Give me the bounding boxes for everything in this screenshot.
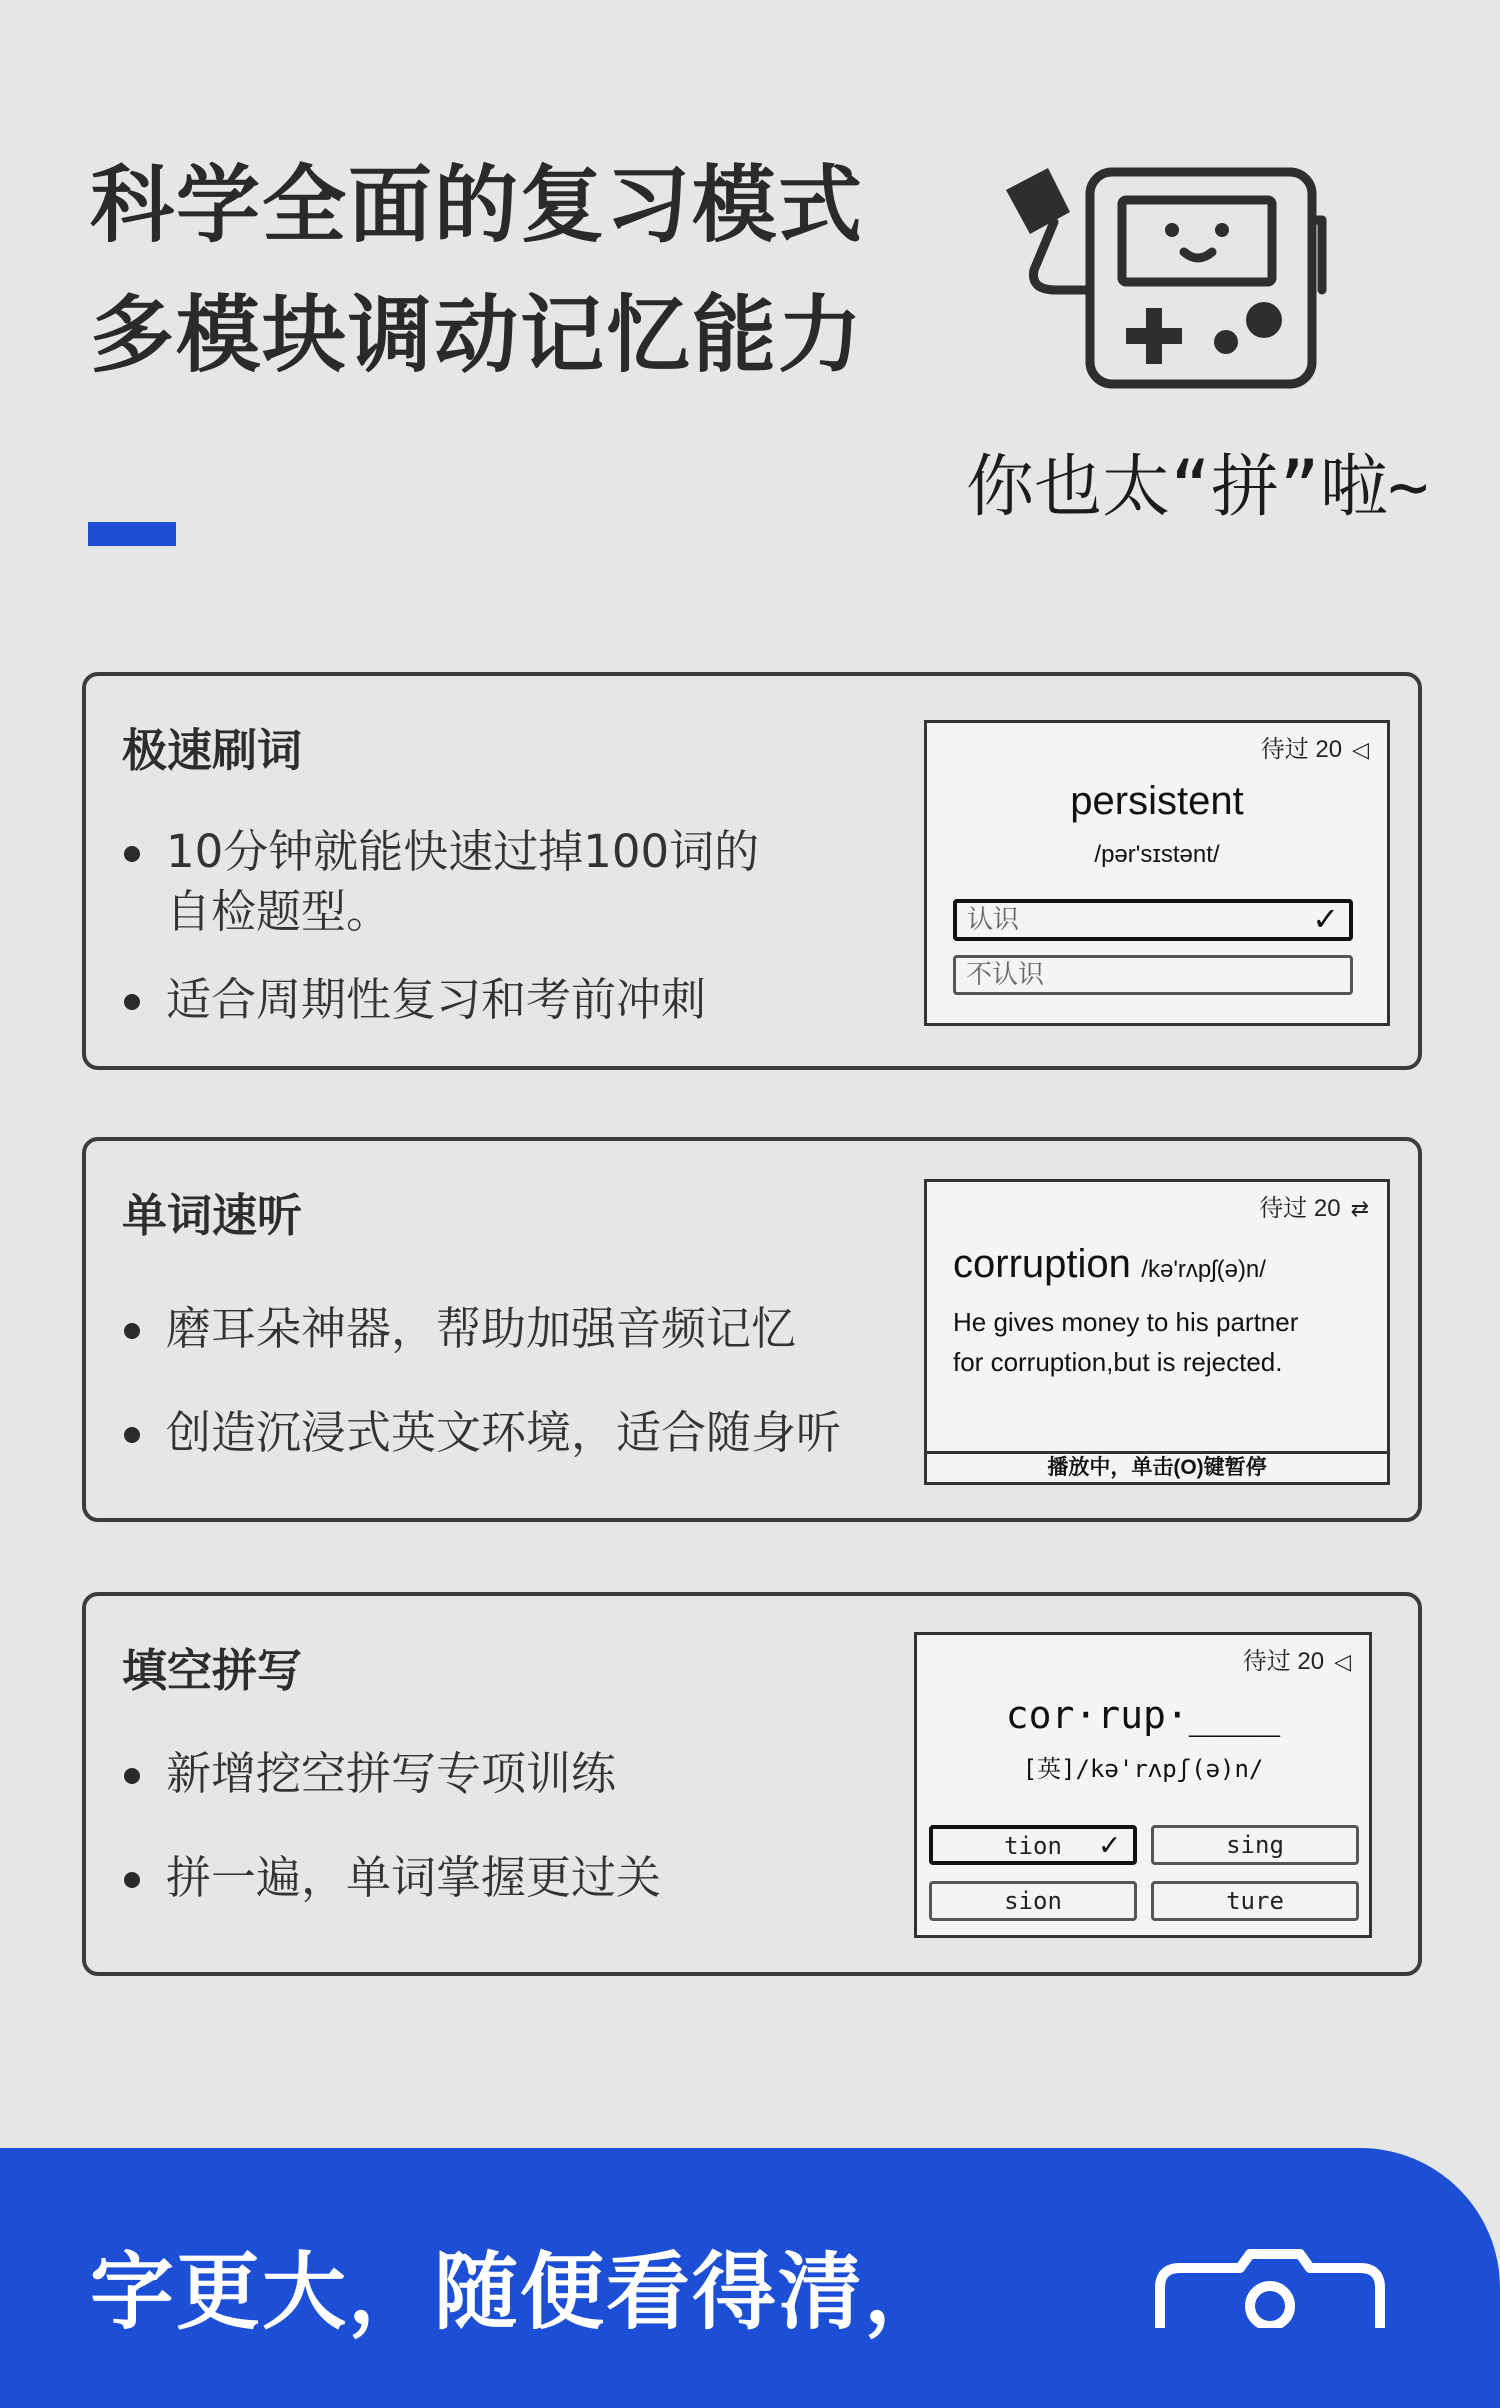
word-text: persistent [1070,779,1244,823]
card-fill-spelling [82,1592,1422,1976]
bullet-text: 新增挖空拼写专项训练 [166,1747,617,1800]
bullet-item [122,1848,862,1908]
bullet-text: 创造沉浸式英文环境，适合随身听 [166,1406,842,1459]
bullet-item [122,1744,862,1804]
page-headline [90,140,864,400]
pending-count: 待过 20 [1260,736,1343,763]
choice-ture[interactable] [1151,1881,1359,1921]
device-screen [924,1179,1390,1485]
check-icon: ✓ [1099,1825,1119,1863]
choice-label: tion [1004,1832,1062,1860]
option-label: 不认识 [966,959,1045,989]
choice-label: sion [1004,1887,1062,1915]
repeat-icon[interactable]: ⇄ [1350,1196,1369,1221]
headline-line-2: 多模块调动记忆能力 [90,286,865,384]
speaker-icon[interactable]: ◁ [1334,1649,1351,1674]
speaker-icon[interactable]: ◁ [1352,737,1369,762]
option-label: 认识 [967,904,1020,934]
blank-word: cor·rup·____ [1005,1693,1281,1737]
device-screen [924,720,1390,1026]
device-screen [914,1632,1372,1938]
bullet-item [122,1299,862,1359]
bullet-item [122,822,862,942]
sentence-line: He gives money to his partner [953,1307,1299,1337]
bullet-text: 适合周期性复习和考前冲刺 [166,973,707,1026]
banner-headline: 字更大，随便看得清， [90,2243,951,2341]
accent-bar [88,522,176,546]
bullet-text: 磨耳朵神器，帮助加强音频记忆 [166,1302,797,1355]
choice-label: ture [1226,1887,1284,1915]
card-title: 单词速听 [122,1189,303,1242]
word-row [953,1242,1266,1287]
choice-sing[interactable] [1151,1825,1359,1865]
bullet-item [122,970,862,1030]
choice-sion[interactable] [929,1881,1137,1921]
choice-label: sing [1226,1831,1284,1859]
camera-icon [1150,2248,1390,2328]
bullet-item [122,1403,942,1463]
bullet-text: 自检题型。 [166,885,392,938]
word-text: corruption [953,1242,1131,1286]
status-bar [1261,729,1369,764]
phonetic-text: /kə'rʌpʃ(ə)n/ [1141,1256,1266,1283]
card-quick-listen [82,1137,1422,1522]
pending-count: 待过 20 [1242,1648,1325,1675]
card-title: 极速刷词 [122,724,303,777]
status-bar [1259,1188,1369,1223]
phonetic-text: /pər'sɪstənt/ [1094,841,1220,868]
bullet-text: 拼一遍，单词掌握更过关 [166,1851,662,1904]
phonetic-text: [英]/kə'rʌpʃ(ə)n/ [1022,1755,1264,1783]
check-icon: ✓ [1312,901,1339,937]
card-speed-review [82,672,1422,1070]
bullet-text: 10分钟就能快速过掉100词的 [166,825,760,878]
mascot-caption: 你也太“拼”啦~ [966,448,1429,527]
game-console-icon [996,160,1332,396]
choice-tion[interactable] [929,1825,1137,1865]
pending-count: 待过 20 [1259,1195,1341,1222]
card-title: 填空拼写 [122,1644,303,1697]
example-sentence [953,1302,1298,1382]
sentence-line: for corruption,but is rejected. [953,1347,1283,1377]
option-know[interactable] [953,899,1353,941]
playback-status-bar: 播放中，单击(O)键暂停 [927,1451,1387,1482]
headline-line-1: 科学全面的复习模式 [90,156,865,254]
status-bar [1243,1641,1351,1676]
option-dont-know[interactable] [953,955,1353,995]
